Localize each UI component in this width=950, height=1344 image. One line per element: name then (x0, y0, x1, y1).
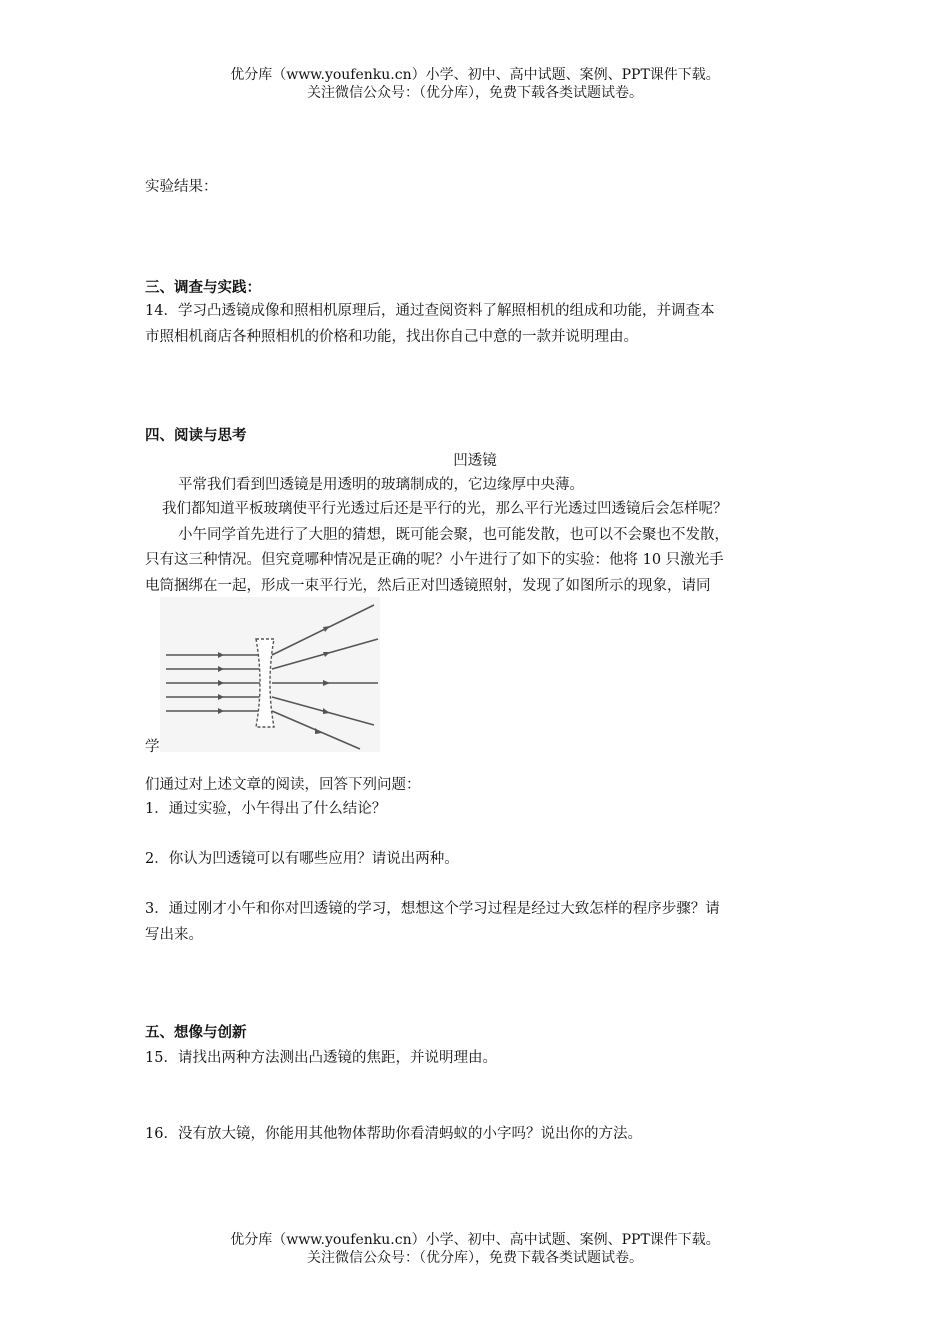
reading-question-3-line1: 3．通过刚才小午和你对凹透镜的学习，想想这个学习过程是经过大致怎样的程序步骤？请 (145, 901, 720, 917)
page-footer-line1: 优分库（www.youfenku.cn）小学、初中、高中试题、案例、PPT课件下载。 (230, 1232, 720, 1248)
reading-question-3-line2: 写出来。 (145, 927, 203, 943)
page-header-line1: 优分库（www.youfenku.cn）小学、初中、高中试题、案例、PPT课件下载。 (230, 67, 720, 83)
reading-question-1: 1．通过实验，小午得出了什么结论？ (145, 801, 387, 817)
section5-heading: 五、想像与创新 (145, 1024, 247, 1041)
question-16: 16．没有放大镜，你能用其他物体帮助你看清蚂蚁的小字吗？说出你的方法。 (145, 1126, 642, 1142)
article-paragraph-3-line2: 只有这三种情况。但究竟哪种情况是正确的呢？小午进行了如下的实验：他将 10 只激光手 (145, 552, 724, 568)
article-title: 凹透镜 (453, 453, 497, 469)
section4-heading: 四、阅读与思考 (145, 427, 247, 444)
page-footer-line2: 关注微信公众号：（优分库），免费下载各类试题试卷。 (307, 1250, 643, 1266)
article-paragraph-2: 我们都知道平板玻璃使平行光透过后还是平行的光，那么平行光透过凹透镜后会怎样呢？ (162, 501, 728, 517)
section3-heading: 三、调查与实践： (145, 279, 261, 296)
article-paragraph-3-line3: 电筒捆绑在一起，形成一束平行光，然后正对凹透镜照射，发现了如图所示的现象，请同 (145, 578, 711, 594)
question-15: 15．请找出两种方法测出凸透镜的焦距，并说明理由。 (145, 1050, 497, 1066)
article-paragraph-1: 平常我们看到凹透镜是用透明的玻璃制成的，它边缘厚中央薄。 (178, 477, 584, 493)
article-paragraph-3-line4-start: 学 (145, 739, 160, 755)
reading-question-2: 2．你认为凹透镜可以有哪些应用？请说出两种。 (145, 851, 459, 867)
article-paragraph-3-line1: 小午同学首先进行了大胆的猜想，既可能会聚，也可能发散，也可以不会聚也不发散， (178, 527, 729, 543)
question-14-line2: 市照相机商店各种照相机的价格和功能，找出你自己中意的一款并说明理由。 (145, 329, 638, 345)
experiment-result-label: 实验结果： (145, 179, 218, 195)
concave-lens-diagram (160, 597, 380, 752)
article-paragraph-3-line5: 们通过对上述文章的阅读，回答下列问题： (145, 777, 421, 793)
question-14-line1: 14．学习凸透镜成像和照相机原理后，通过查阅资料了解照相机的组成和功能，并调查本 (145, 303, 715, 319)
page-header-line2: 关注微信公众号：（优分库），免费下载各类试题试卷。 (307, 85, 643, 101)
